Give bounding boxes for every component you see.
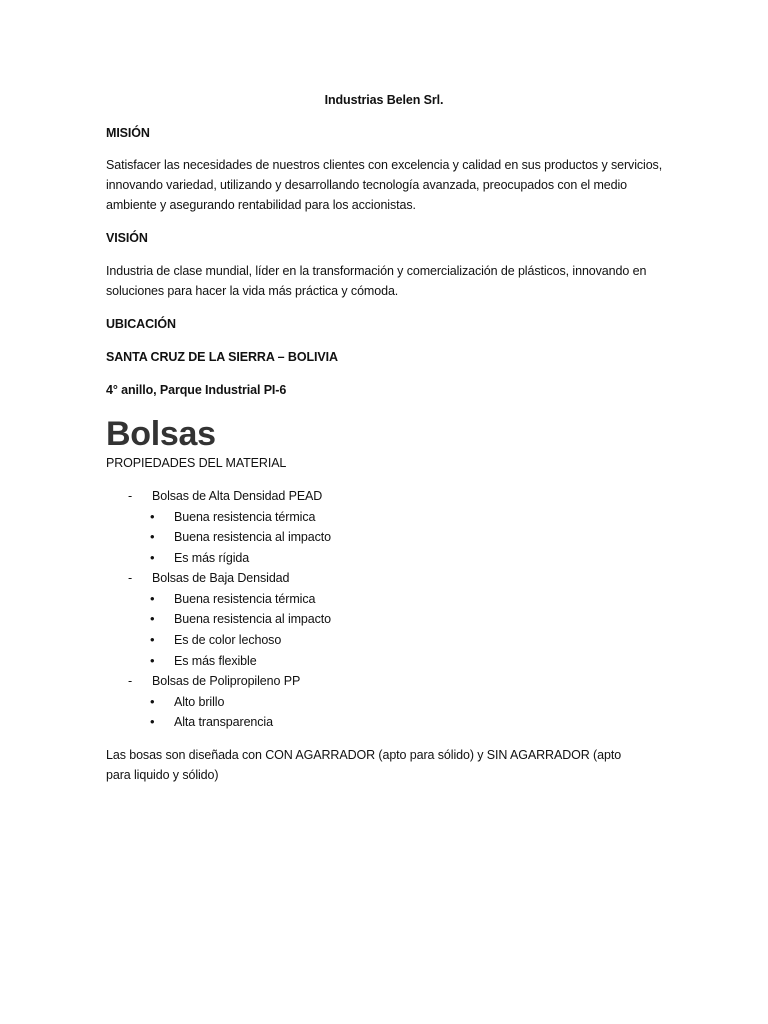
list-item-text: Buena resistencia al impacto [174, 612, 332, 626]
list-item-text: Es más rígida [174, 551, 250, 565]
city-line: SANTA CRUZ DE LA SIERRA – BOLIVIA [106, 350, 338, 364]
bullet-marker: • [150, 550, 155, 565]
list-group-label: Bolsas de Polipropileno PP [152, 674, 301, 688]
ubicacion-heading: UBICACIÓN [106, 317, 176, 331]
address-line: 4° anillo, Parque Industrial PI-6 [106, 383, 287, 397]
list-item-text: Alta transparencia [174, 715, 273, 729]
properties-heading: PROPIEDADES DEL MATERIAL [106, 456, 287, 470]
list-item-text: Buena resistencia térmica [174, 592, 316, 606]
dash-marker: - [128, 674, 133, 688]
bullet-marker: • [150, 611, 155, 626]
list-item-text: Buena resistencia al impacto [174, 530, 332, 544]
list-item-text: Alto brillo [174, 695, 225, 709]
bullet-marker: • [150, 509, 155, 524]
vision-heading: VISIÓN [106, 231, 148, 245]
closing-paragraph: Las bosas son diseñada con CON AGARRADOR (apto para sólido) y SIN AGARRADOR (apto para liquido y sólido) [106, 748, 622, 782]
bullet-marker: • [150, 714, 155, 729]
mision-paragraph: Satisfacer las necesidades de nuestros clientes con excelencia y calidad en sus productos y servicios, innovando variedad, utilizando y desarrollando tecnología avanzada, preocupados con el medio ambiente y asegurando rentabilidad para los accionistas. [106, 158, 663, 212]
list-group-label: Bolsas de Alta Densidad PEAD [152, 489, 323, 503]
bullet-marker: • [150, 694, 155, 709]
list-item-text: Buena resistencia térmica [174, 510, 316, 524]
dash-marker: - [128, 571, 133, 585]
document-page [106, 0, 666, 1024]
page-title: Industrias Belen Srl. [324, 93, 444, 107]
bullet-marker: • [150, 632, 155, 647]
mision-heading: MISIÓN [106, 126, 150, 140]
bullet-marker: • [150, 591, 155, 606]
bullet-marker: • [150, 529, 155, 544]
list-item-text: Es más flexible [174, 654, 257, 668]
list-group-label: Bolsas de Baja Densidad [152, 571, 290, 585]
section-title-bolsas: Bolsas [106, 415, 216, 453]
vision-paragraph: Industria de clase mundial, líder en la transformación y comercialización de plásticos, innovando en soluciones para hacer la vida más práctica y cómoda. [106, 264, 647, 298]
dash-marker: - [128, 489, 133, 503]
bullet-marker: • [150, 653, 155, 668]
list-item-text: Es de color lechoso [174, 633, 282, 647]
